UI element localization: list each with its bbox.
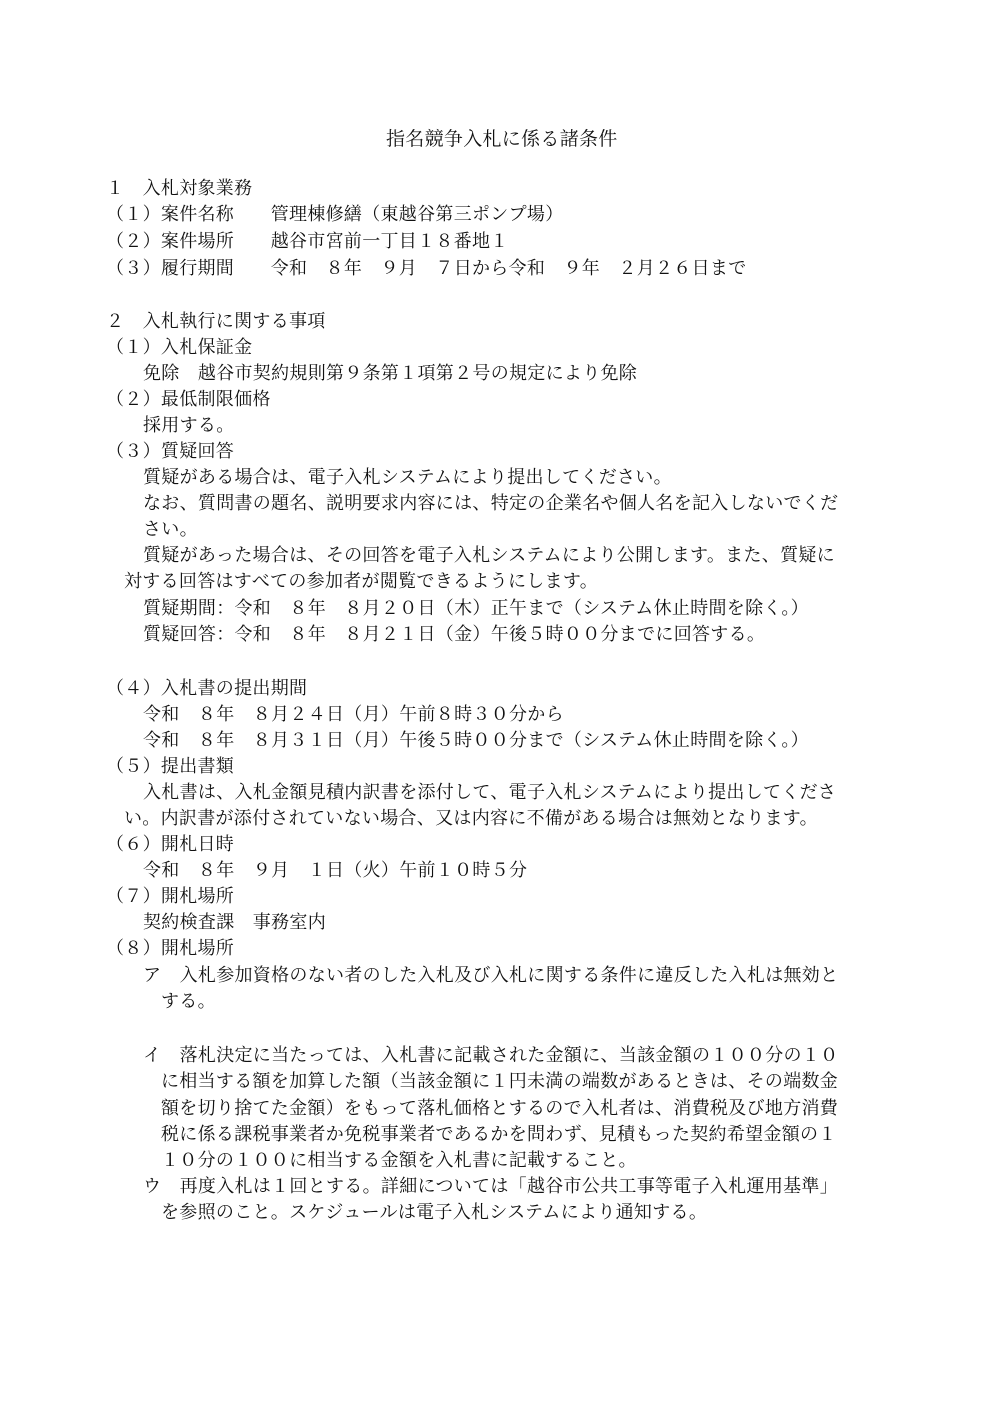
section1-heading: １ 入札対象業務 xyxy=(106,178,253,199)
docs-line-1: 入札書は、入札金額見積内訳書を添付して、電子入札システムにより提出してくださ xyxy=(143,782,837,803)
other-heading: （８）開札場所 xyxy=(106,938,235,959)
docs-line-2: い。内訳書が添付されていない場合、又は内容に不備がある場合は無効となります。 xyxy=(124,808,818,829)
item-i-line-5: １０分の１００に相当する金額を入札書に記載すること。 xyxy=(161,1150,637,1171)
opening-place-heading: （７）開札場所 xyxy=(106,886,235,907)
qa-line-3a: 質疑があった場合は、その回答を電子入札システムにより公開します。また、質疑に xyxy=(143,545,835,566)
qa-period: 質疑期間：令和 ８年 ８月２０日（木）正午まで（システム休止時間を除く。） xyxy=(143,598,809,619)
case-place-line: （２）案件場所 越谷市宮前一丁目１８番地１ xyxy=(106,231,509,252)
item-i-line-3: 額を切り捨てた金額）をもって落札価格とするので入札者は、消費税及び地方消費 xyxy=(161,1098,839,1119)
deposit-heading: （１）入札保証金 xyxy=(106,337,253,358)
item-i-line-1: イ 落札決定に当たっては、入札書に記載された金額に、当該金額の１００分の１０ xyxy=(143,1045,839,1066)
docs-heading: （５）提出書類 xyxy=(106,756,235,777)
item-i-line-2: に相当する額を加算した額（当該金額に１円未満の端数があるときは、その端数金 xyxy=(161,1071,839,1092)
deposit-text: 免除 越谷市契約規則第９条第１項第２号の規定により免除 xyxy=(143,363,638,384)
qa-line-1: 質疑がある場合は、電子入札システムにより提出してください。 xyxy=(143,467,672,488)
case-name-line: （１）案件名称 管理棟修繕（東越谷第三ポンプ場） xyxy=(106,204,564,225)
bid-period-heading: （４）入札書の提出期間 xyxy=(106,678,308,699)
qa-line-2a: なお、質問書の題名、説明要求内容には、特定の企業名や個人名を記入しないでくだ xyxy=(143,493,839,514)
document-title: 指名競争入札に係る諸条件 xyxy=(386,128,618,150)
qa-line-2b: さい。 xyxy=(143,519,198,540)
min-price-text: 採用する。 xyxy=(143,415,235,436)
item-i-line-4: 税に係る課税事業者か免税事業者であるかを問わず、見積もった契約希望金額の１ xyxy=(161,1124,837,1145)
item-u-line-1: ウ 再度入札は１回とする。詳細については「越谷市公共工事等電子入札運用基準」 xyxy=(143,1176,839,1197)
section2-heading: ２ 入札執行に関する事項 xyxy=(106,311,326,332)
item-u-line-2: を参照のこと。スケジュールは電子入札システムにより通知する。 xyxy=(161,1202,708,1223)
opening-heading: （６）開札日時 xyxy=(106,834,235,855)
bid-period-from: 令和 ８年 ８月２４日（月）午前８時３０分から xyxy=(143,704,564,725)
qa-line-3b: 対する回答はすべての参加者が閲覧できるようにします。 xyxy=(124,571,598,592)
qa-answer: 質疑回答：令和 ８年 ８月２１日（金）午後５時００分までに回答する。 xyxy=(143,624,766,645)
bid-period-to: 令和 ８年 ８月３１日（月）午後５時００分まで（システム休止時間を除く。） xyxy=(143,730,809,751)
opening-text: 令和 ８年 ９月 １日（火）午前１０時５分 xyxy=(143,860,528,881)
qa-heading: （３）質疑回答 xyxy=(106,441,235,462)
min-price-heading: （２）最低制限価格 xyxy=(106,389,271,410)
item-a-line-2: する。 xyxy=(161,991,216,1012)
case-period-line: （３）履行期間 令和 ８年 ９月 ７日から令和 ９年 ２月２６日まで xyxy=(106,258,747,279)
opening-place-text: 契約検査課 事務室内 xyxy=(143,912,326,933)
item-a-line-1: ア 入札参加資格のない者のした入札及び入札に関する条件に違反した入札は無効と xyxy=(143,965,839,986)
